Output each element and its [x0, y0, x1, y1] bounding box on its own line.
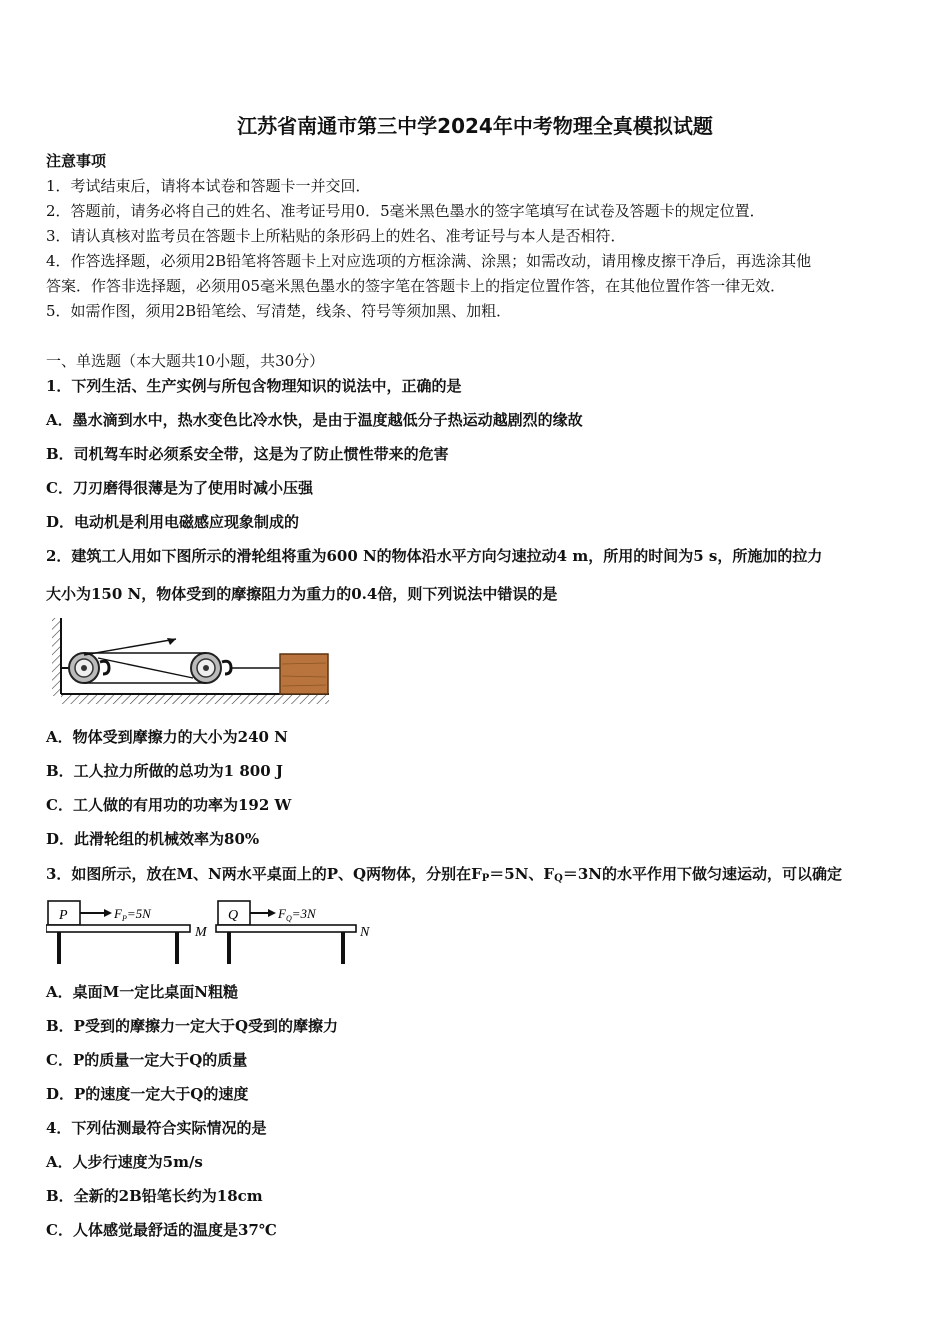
label-q: Q: [228, 908, 239, 923]
notice-item-5: 5．如需作图，须用2B铅笔绘、写清楚，线条、符号等须加黑、加粗．: [46, 302, 512, 320]
pull-arrow-icon: [167, 638, 176, 645]
tables-diagram: [46, 892, 372, 968]
table-n: [216, 901, 370, 964]
q1-stem: 1．下列生活、生产实例与所包含物理知识的说法中，正确的是: [46, 377, 462, 395]
q3-sub-p: P: [481, 873, 490, 884]
rope: [84, 653, 280, 683]
q1-option-b: B．司机驾车时必须系安全带，这是为了防止惯性带来的危害: [46, 445, 449, 463]
q2-stem-line1: 2．建筑工人用如下图所示的滑轮组将重为600 N的物体沿水平方向匀速拉动4 m，所用的时间为5 s，所施加的拉力: [46, 547, 823, 565]
notice-heading: 注意事项: [46, 152, 107, 170]
movable-pulley-hook: [222, 661, 231, 674]
q1-option-a: A．墨水滴到水中，热水变色比冷水快，是由于温度越低分子热运动越剧烈的缘故: [46, 411, 583, 429]
q1-option-c: C．刀刃磨得很薄是为了使用时减小压强: [46, 479, 313, 497]
q2-option-d: D．此滑轮组的机械效率为80%: [46, 830, 260, 848]
force-p-arrow-icon: [104, 909, 112, 917]
floor-hatch: [61, 694, 329, 704]
q3-stem-pre: 3．如图所示，放在M、N两水平桌面上的P、Q两物体，分别在F: [46, 865, 482, 883]
label-p: P: [59, 908, 68, 923]
q3-option-c: C．P的质量一定大于Q的质量: [46, 1051, 248, 1069]
q4-option-c: C．人体感觉最舒适的温度是37℃: [46, 1221, 277, 1239]
q3-stem-mid: ＝5N、F: [489, 865, 555, 883]
q3-stem-post: ＝3N的水平作用下做匀速运动，可以确定: [562, 865, 842, 883]
q2-stem-line2: 大小为150 N，物体受到的摩擦阻力为重力的0.4倍，则下列说法中错误的是: [46, 585, 558, 603]
movable-pulley: [191, 653, 231, 683]
q2-option-a: A．物体受到摩擦力的大小为240 N: [46, 728, 288, 746]
q3-stem: [46, 864, 842, 889]
notice-item-4-cont: 答案．作答非选择题，必须用05毫米黑色墨水的签字笔在答题卡上的指定位置作答，在其他位置作答一律无效．: [46, 277, 786, 295]
wooden-block: [280, 654, 328, 694]
pulley-diagram: [48, 616, 332, 708]
section-heading: 一、单选题（本大题共10小题，共30分）: [46, 352, 325, 370]
q1-option-d: D．电动机是利用电磁感应现象制成的: [46, 513, 300, 531]
q2-option-c: C．工人做的有用功的功率为192 W: [46, 796, 292, 814]
label-fq: $F_Q=3N$: [278, 906, 316, 923]
wall-hatch: [52, 618, 61, 696]
q4-option-b: B．全新的2B铅笔长约为18cm: [46, 1187, 263, 1205]
notice-item-2: 2．答题前，请务必将自己的姓名、准考证号用0．5毫米黑色墨水的签字笔填写在试卷及答题卡的规定位置．: [46, 202, 765, 220]
page-title: 江苏省南通市第三中学2024年中考物理全真模拟试题: [237, 114, 713, 138]
q2-option-b: B．工人拉力所做的总功为1 800 J: [46, 762, 283, 780]
table-m: [46, 901, 208, 964]
q3-option-d: D．P的速度一定大于Q的速度: [46, 1085, 249, 1103]
q4-option-a: A．人步行速度为5m/s: [46, 1153, 203, 1171]
label-fp: $F_P=5N$: [114, 906, 151, 923]
fixed-pulley: [69, 653, 109, 683]
notice-item-1: 1．考试结束后，请将本试卷和答题卡一并交回．: [46, 177, 371, 195]
fixed-pulley-hook: [100, 661, 109, 674]
label-m: M: [195, 925, 207, 940]
q3-option-a: A．桌面M一定比桌面N粗糙: [46, 983, 238, 1001]
notice-item-4: 4．作答选择题，必须用2B铅笔将答题卡上对应选项的方框涂满、涂黑；如需改动，请用橡皮擦干净后，再选涂其他: [46, 252, 812, 270]
q3-sub-q: Q: [554, 873, 563, 884]
tabletop-m: [46, 925, 190, 932]
label-n: N: [360, 925, 370, 940]
notice-item-3: 3．请认真核对监考员在答题卡上所粘贴的条形码上的姓名、准考证号与本人是否相符．: [46, 227, 626, 245]
q4-stem: 4．下列估测最符合实际情况的是: [46, 1119, 267, 1137]
force-q-arrow-icon: [268, 909, 276, 917]
tabletop-n: [216, 925, 356, 932]
q3-option-b: B．P受到的摩擦力一定大于Q受到的摩擦力: [46, 1017, 339, 1035]
